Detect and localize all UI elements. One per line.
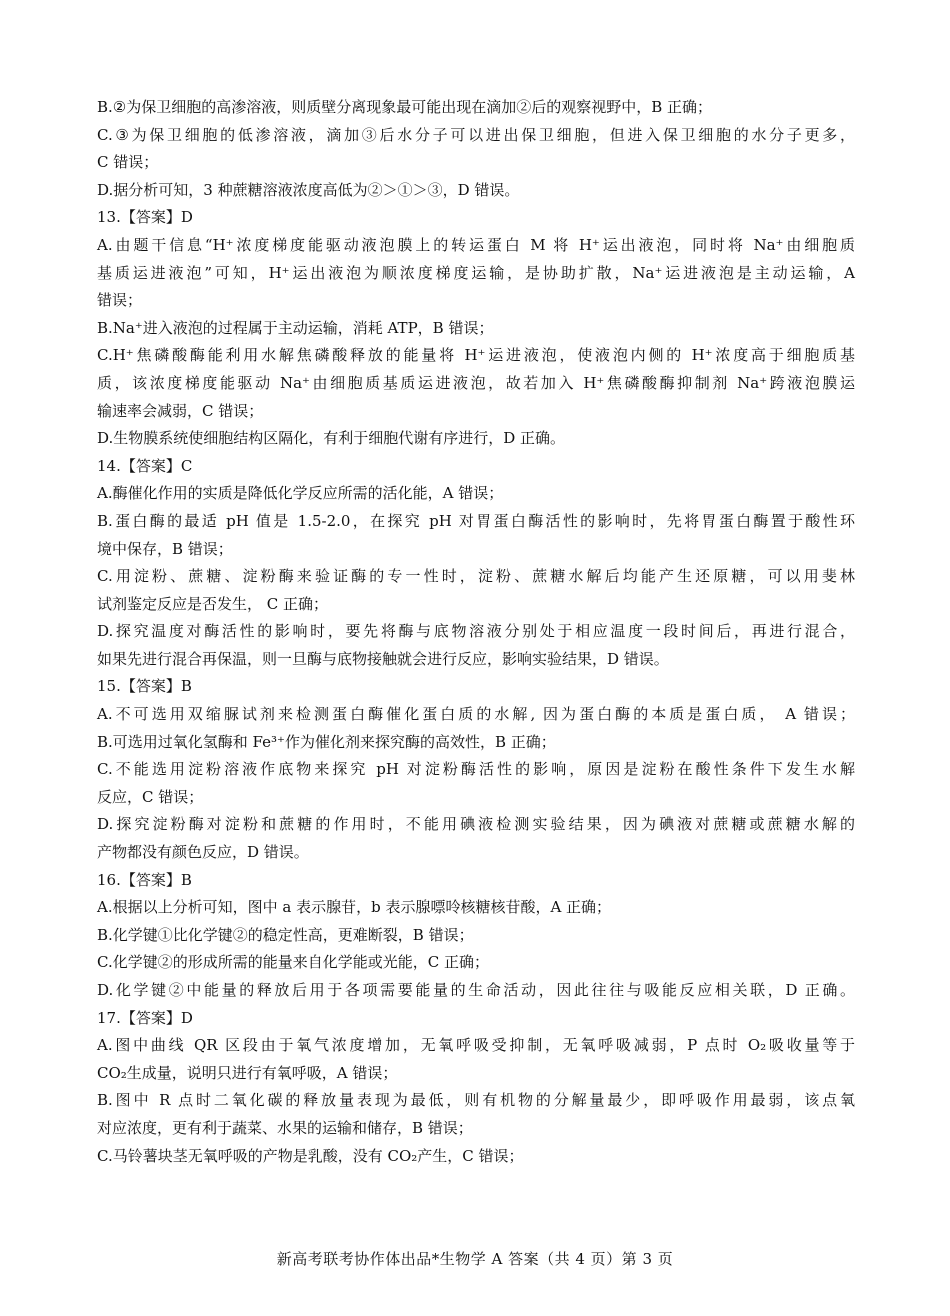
text-line: B.化学键①比化学键②的稳定性高，更难断裂，B 错误； <box>97 925 474 944</box>
document-body <box>97 94 855 1170</box>
text-line: 试剂鉴定反应是否发生， C 正确； <box>97 594 329 613</box>
text-line: D.据分析可知，3 种蔗糖溶液浓度高低为②＞①＞③，D 错误。 <box>97 180 520 199</box>
text-line: 13.【答案】D <box>97 208 193 227</box>
text-line: A.图中曲线 QR 区段由于氧气浓度增加，无氧呼吸受抑制，无氧呼吸减弱，P 点时 O₂吸收量等于 <box>97 1036 855 1055</box>
text-line: D.探究温度对酶活性的影响时，要先将酶与底物溶液分别处于相应温度一段时间后，再进行混合， <box>97 622 855 641</box>
text-line: 15.【答案】B <box>97 677 192 696</box>
text-line: C.用淀粉、蔗糖、淀粉酶来验证酶的专一性时，淀粉、蔗糖水解后均能产生还原糖，可以用斐林 <box>97 567 855 586</box>
text-line: 质，该浓度梯度能驱动 Na⁺由细胞质基质运进液泡，故若加入 H⁺焦磷酸酶抑制剂 Na⁺跨液泡膜运 <box>97 373 855 392</box>
text-line: 错误； <box>97 291 143 310</box>
text-line: 14.【答案】C <box>97 456 193 475</box>
text-line: B.蛋白酶的最适 pH 值是 1.5-2.0，在探究 pH 对胃蛋白酶活性的影响时，先将胃蛋白酶置于酸性环 <box>97 511 855 530</box>
text-line: 16.【答案】B <box>97 870 192 889</box>
text-line: C.马铃薯块茎无氧呼吸的产物是乳酸，没有 CO₂产生，C 错误； <box>97 1146 524 1165</box>
text-line: D.化学键②中能量的释放后用于各项需要能量的生命活动，因此往往与吸能反应相关联，D 正确。 <box>97 981 855 999</box>
text-line: 反应，C 错误； <box>97 787 204 806</box>
text-line: B.②为保卫细胞的高渗溶液，则质壁分离现象最可能出现在滴加②后的观察视野中，B 正确； <box>97 98 713 116</box>
text-line: C.化学键②的形成所需的能量来自化学能或光能，C 正确； <box>97 953 489 972</box>
text-line: C.不能选用淀粉溶液作底物来探究 pH 对淀粉酶活性的影响，原因是淀粉在酸性条件下发生水解 <box>97 760 855 779</box>
text-line: 境中保存，B 错误； <box>97 539 233 558</box>
text-line: C.H⁺焦磷酸酶能利用水解焦磷酸释放的能量将 H⁺运进液泡，使液泡内侧的 H⁺浓度高于细胞质基 <box>97 346 855 365</box>
text-line: C 错误； <box>97 153 159 172</box>
text-line: A.不可选用双缩脲试剂来检测蛋白酶催化蛋白质的水解, 因为蛋白酶的本质是蛋白质， A 错误； <box>97 705 855 724</box>
text-line: 输速率会减弱，C 错误； <box>97 401 264 420</box>
text-line: CO₂生成量，说明只进行有氧呼吸，A 错误； <box>97 1063 398 1082</box>
text-line: A.由题干信息“H⁺浓度梯度能驱动液泡膜上的转运蛋白 M 将 H⁺运出液泡，同时将 Na⁺由细胞质 <box>97 235 855 254</box>
text-line: 产物都没有颜色反应，D 错误。 <box>97 843 309 862</box>
text-line: D.生物膜系统使细胞结构区隔化，有利于细胞代谢有序进行，D 正确。 <box>97 429 566 448</box>
text-line: D.探究淀粉酶对淀粉和蔗糖的作用时，不能用碘液检测实验结果，因为碘液对蔗糖或蔗糖水解的 <box>97 815 855 834</box>
page-footer: 新高考联考协作体出品*生物学 A 答案（共 4 页）第 3 页 <box>276 1250 674 1268</box>
text-line: 17.【答案】D <box>97 1008 193 1027</box>
text-line: 基质运进液泡”可知，H⁺运出液泡为顺浓度梯度运输，是协助扩散，Na⁺运进液泡是主动运输，A <box>97 263 855 282</box>
text-line: A.根据以上分析可知，图中 a 表示腺苷，b 表示腺嘌呤核糖核苷酸，A 正确； <box>97 898 612 917</box>
text-line: 如果先进行混合再保温，则一旦酶与底物接触就会进行反应，影响实验结果，D 错误。 <box>97 649 669 668</box>
text-line: B.Na⁺进入液泡的过程属于主动运输，消耗 ATP，B 错误； <box>97 318 494 337</box>
text-line: C.③为保卫细胞的低渗溶液，滴加③后水分子可以进出保卫细胞，但进入保卫细胞的水分子更多， <box>97 125 855 144</box>
text-line: 对应浓度，更有利于蔬菜、水果的运输和储存，B 错误； <box>97 1118 473 1137</box>
text-line: B.图中 R 点时二氧化碳的释放量表现为最低，则有机物的分解量最少，即呼吸作用最弱，该点氧 <box>97 1091 855 1110</box>
text-line: A.酶催化作用的实质是降低化学反应所需的活化能，A 错误； <box>97 484 504 503</box>
text-line: B.可选用过氧化氢酶和 Fe³⁺作为催化剂来探究酶的高效性，B 正确； <box>97 732 556 751</box>
